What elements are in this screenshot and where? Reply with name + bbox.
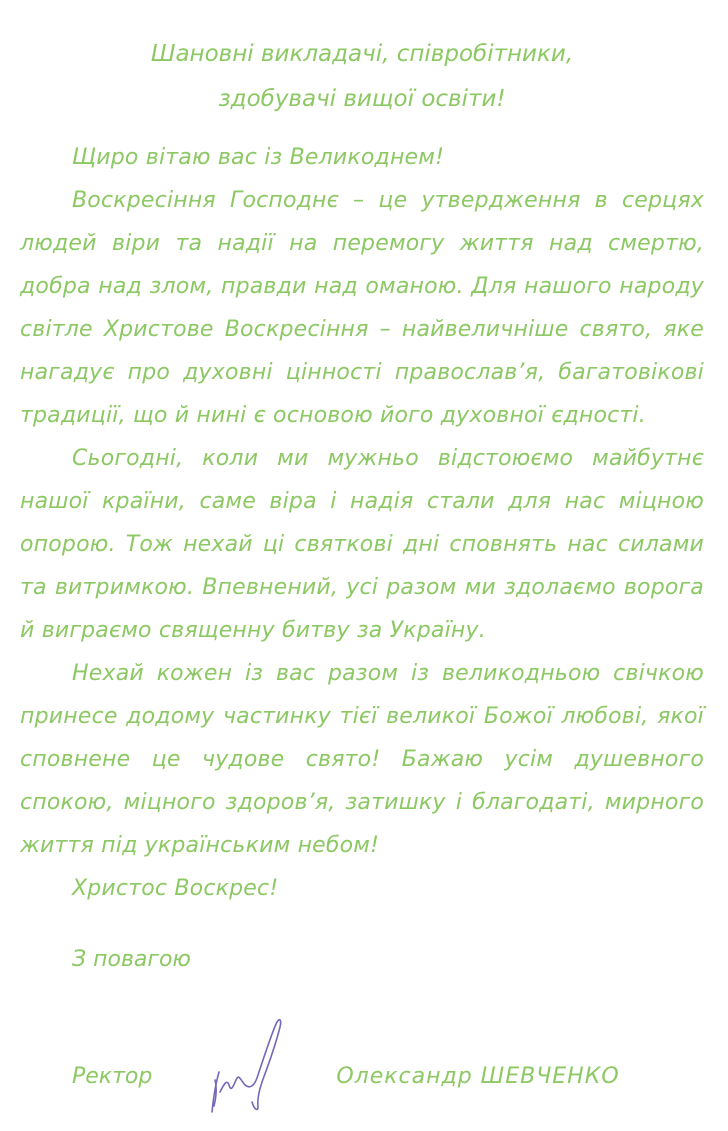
paragraph-today: Сьогодні, коли ми мужньо відстоюємо майбутнє нашої країни, саме віра і надія стали для нас міцною опорою. Тож нехай ці святкові дні сповнять нас силами та витримкою. Впевнений, усі разом ми здолаємо ворога й виграємо священну битву за Україну. xyxy=(20,446,704,643)
signer-name: Олександр ШЕВЧЕНКО xyxy=(336,1063,620,1089)
rector-signature-icon xyxy=(200,1014,292,1120)
paragraph-christ-is-risen: Христос Воскрес! xyxy=(72,876,279,901)
signer-role: Ректор xyxy=(72,1063,153,1089)
letter-closing: З повагою xyxy=(72,947,191,972)
paragraph-greeting: Щиро вітаю вас із Великоднем! xyxy=(72,145,445,170)
letter-body xyxy=(20,136,704,910)
signature-block xyxy=(20,1021,704,1131)
paragraph-resurrection: Воскресіння Господнє – це утвердження в серцях людей віри та надії на перемогу життя над смертю, добра над злом, правди над оманою. Для нашого народу світле Христове Воскресіння – найвеличніше свято, яке нагадує про духовні цінності православ’я, багатовікові традиції, що й нині є основою його духовної єдності. xyxy=(20,188,704,428)
heading-line-2: здобувачі вищої освіти! xyxy=(218,86,506,112)
heading-line-1: Шановні викладачі, співробітники, xyxy=(150,41,574,67)
paragraph-wish: Нехай кожен із вас разом із великодньою свічкою принесе додому частинку тієї великої Божої любові, якої сповнене це чудове свято! Бажаю усім душевного спокою, міцного здоров’я, затишку і благодаті, мирного життя під українським небом! xyxy=(20,661,704,858)
letter-heading xyxy=(20,32,704,122)
